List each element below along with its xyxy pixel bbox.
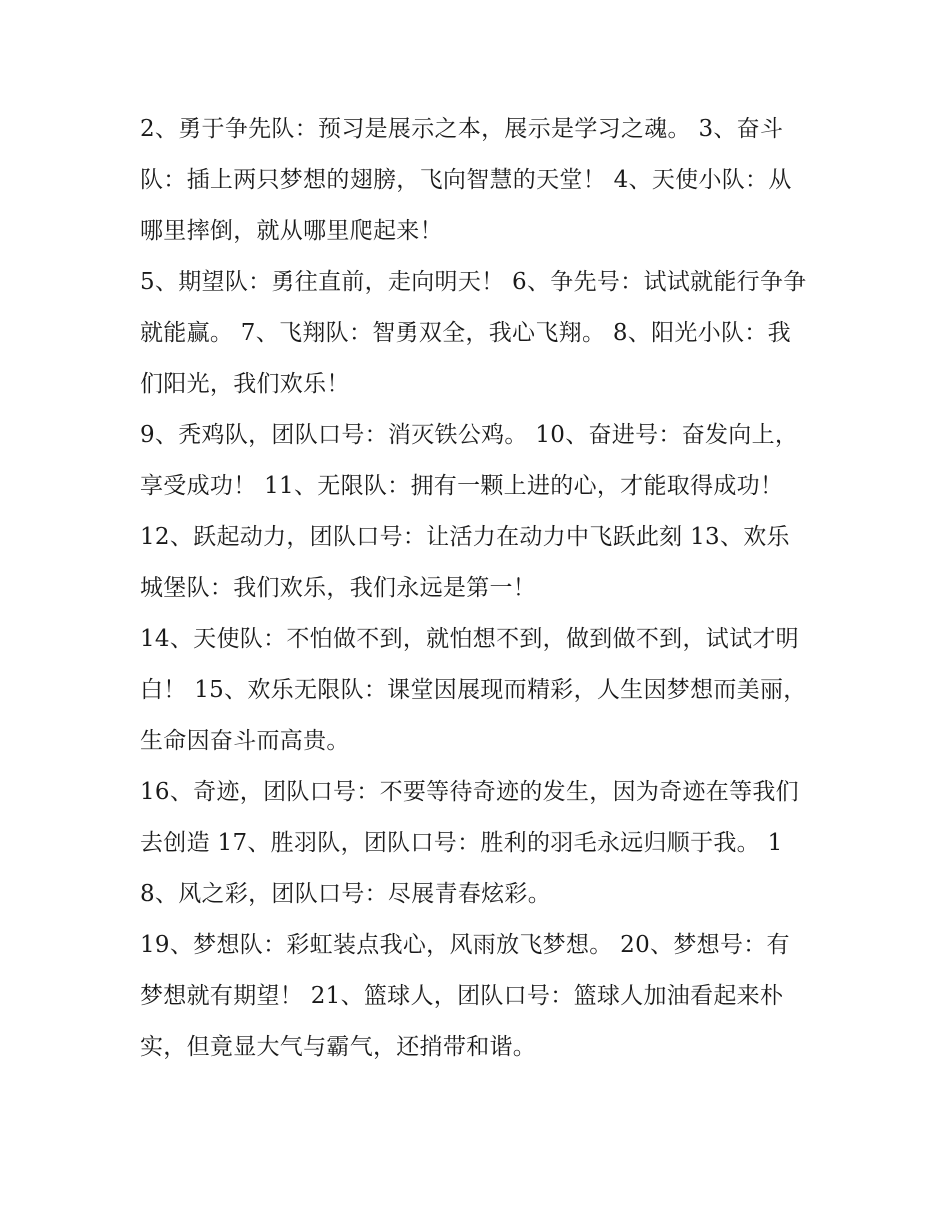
paragraph-4: 12、跃起动力，团队口号：让活力在动力中飞跃此刻 13、欢乐城堡队：我们欢乐，我们永远是第一！ xyxy=(140,524,790,601)
paragraph-2: 5、期望队：勇往直前，走向明天！ 6、争先号：试试就能行争争就能赢。 7、飞翔队：智勇双全，我心飞翔。 8、阳光小队：我们阳光，我们欢乐！ xyxy=(140,269,807,397)
paragraph-6: 16、奇迹，团队口号：不要等待奇迹的发生，因为奇迹在等我们去创造 17、胜羽队，团队口号：胜利的羽毛永远归顺于我。 18、风之彩，团队口号：尽展青春炫彩。 xyxy=(140,779,799,907)
paragraph-3: 9、秃鸡队，团队口号：消灭铁公鸡。 10、奋进号：奋发向上，享受成功！ 11、无限队：拥有一颗上进的心，才能取得成功！ xyxy=(140,422,799,499)
document-body xyxy=(140,104,812,1073)
paragraph-5: 14、天使队：不怕做不到，就怕想不到，做到做不到，试试才明白！ 15、欢乐无限队：课堂因展现而精彩，人生因梦想而美丽，生命因奋斗而高贵。 xyxy=(140,626,807,754)
paragraph-1: 2、勇于争先队：预习是展示之本，展示是学习之魂。 3、奋斗队：插上两只梦想的翅膀，飞向智慧的天堂！ 4、天使小队：从哪里摔倒，就从哪里爬起来！ xyxy=(140,116,792,244)
paragraph-7: 19、梦想队：彩虹装点我心，风雨放飞梦想。 20、梦想号：有梦想就有期望！ 21、篮球人，团队口号：篮球人加油看起来朴实，但竟显大气与霸气，还捎带和谐。 xyxy=(140,932,790,1060)
